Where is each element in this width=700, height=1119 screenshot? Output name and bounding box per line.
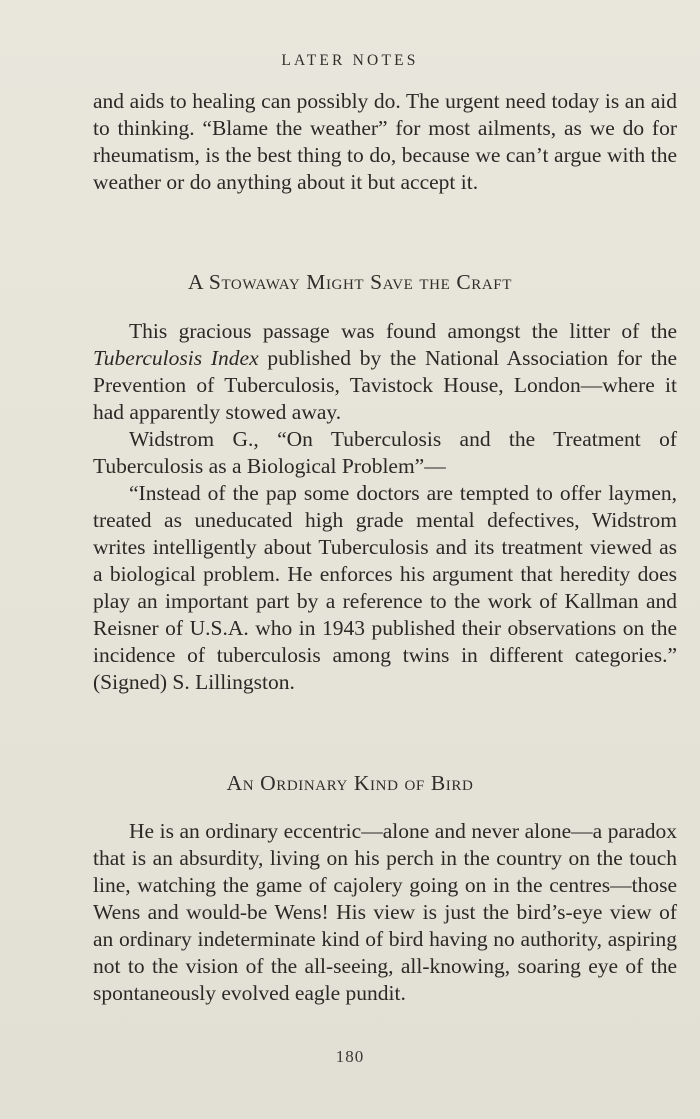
section-heading-stowaway: A Stowaway Might Save the Craft [187,270,513,294]
continuation-text [93,88,677,196]
stowaway-paragraph-1-end: published by the National Association for the Prevention of Tuberculosis, Tavistock House, London—where it had apparently stowed away. [93,346,677,424]
page-number: 180 [335,1047,365,1066]
continuation-paragraph: and aids to healing can possibly do. The urgent need today is an aid to thinking. “Blame the weather” for most ailments, as we do for rheumatism, is the best thing to do, because we can’t argue with the weather or do anything about it but accept it. [93,89,677,194]
stowaway-paragraph-1 [93,318,677,426]
tuberculosis-index-title: Tuberculosis Index [93,346,259,370]
ordinary-bird-paragraph-1: He is an ordinary eccentric—alone and never alone—a paradox that is an absurdity, living on his perch in the country on the touch line, watching the game of cajolery going on in the centres—those Wens and would-be Wens! His view is just the bird’s-eye view of an ordinary indeterminate kind of bird having no authority, aspiring not to the vision of the all-seeing, all-knowing, soaring eye of the spontaneously evolved eagle pundit. [93,819,677,1005]
section-body-stowaway [93,318,677,696]
stowaway-paragraph-3: “Instead of the pap some doctors are tempted to offer laymen, treated as uneducated high grade mental defectives, Widstrom writes intelligently about Tuberculosis and its treatment viewed as a biological problem. He enforces his argument that heredity does play an important part by a reference to the work of Kallman and Reisner of U.S.A. who in 1943 published their observations on the incidence of tuberculosis among twins in different categories.” (Signed) S. Lillingston. [93,481,677,694]
section-heading-ordinary-bird: An Ordinary Kind of Bird [226,771,474,795]
stowaway-paragraph-1-start: This gracious passage was found amongst the litter of the [129,319,677,343]
section-body-ordinary-bird [93,818,677,1007]
stowaway-paragraph-2: Widstrom G., “On Tuberculosis and the Treatment of Tuberculosis as a Biological Problem”— [93,427,677,478]
running-head: LATER NOTES [281,52,419,69]
